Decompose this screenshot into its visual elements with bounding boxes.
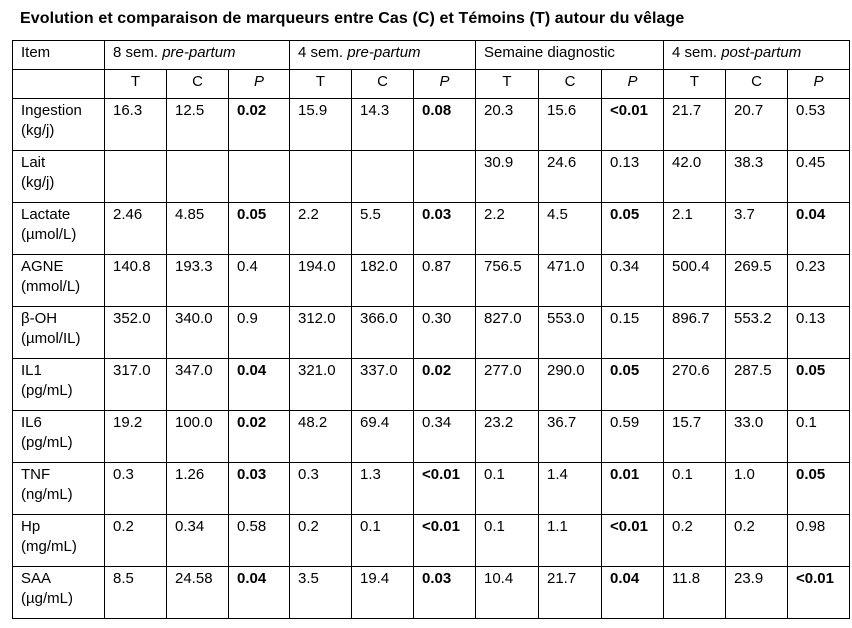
marker-name: AGNE: [21, 258, 64, 275]
cell-t-value: 0.1: [476, 463, 539, 515]
cell-c-value: 269.5: [726, 255, 788, 307]
cell-c-value: 12.5: [167, 99, 229, 151]
period-header-4w-post: 4 sem. post-partum: [664, 41, 850, 70]
cell-c-value: 1.1: [539, 515, 602, 567]
cell-t-value: 30.9: [476, 151, 539, 203]
cell-t-value: 270.6: [664, 359, 726, 411]
cell-t-value: 0.2: [664, 515, 726, 567]
cell-p-value: 0.9: [229, 307, 290, 359]
cell-p-value: 0.03: [229, 463, 290, 515]
subheader-c: C: [352, 70, 414, 99]
subheader-p: P: [229, 70, 290, 99]
row-label: [13, 463, 105, 515]
cell-p-value: 0.34: [602, 255, 664, 307]
marker-name: TNF: [21, 466, 51, 483]
cell-t-value: [290, 151, 352, 203]
marker-unit: (mg/mL): [21, 538, 77, 555]
cell-c-value: 4.85: [167, 203, 229, 255]
cell-p-value: 0.02: [414, 359, 476, 411]
cell-t-value: 0.2: [290, 515, 352, 567]
cell-c-value: 1.3: [352, 463, 414, 515]
marker-name: Ingestion: [21, 102, 82, 119]
cell-c-value: 21.7: [539, 567, 602, 619]
cell-p-value: 0.03: [414, 203, 476, 255]
cell-c-value: 24.6: [539, 151, 602, 203]
cell-t-value: 321.0: [290, 359, 352, 411]
cell-p-value: 0.98: [788, 515, 850, 567]
cell-c-value: 0.2: [726, 515, 788, 567]
cell-c-value: [167, 151, 229, 203]
cell-p-value: 0.04: [788, 203, 850, 255]
cell-p-value: 0.59: [602, 411, 664, 463]
cell-t-value: 2.2: [290, 203, 352, 255]
cell-t-value: 827.0: [476, 307, 539, 359]
item-header: Item: [13, 41, 105, 70]
row-label: [13, 515, 105, 567]
markers-table: [12, 40, 850, 619]
cell-p-value: 0.58: [229, 515, 290, 567]
subheader-row: [13, 70, 850, 99]
cell-p-value: <0.01: [414, 463, 476, 515]
marker-name: Hp: [21, 518, 41, 535]
cell-p-value: 0.05: [602, 359, 664, 411]
cell-p-value: 0.87: [414, 255, 476, 307]
cell-t-value: 2.46: [105, 203, 167, 255]
marker-unit: (µmol/IL): [21, 330, 81, 347]
marker-name: Lactate: [21, 206, 71, 223]
period-header-8w-pre: 8 sem. pre-partum: [105, 41, 290, 70]
cell-p-value: 0.02: [229, 411, 290, 463]
cell-p-value: 0.02: [229, 99, 290, 151]
marker-name: SAA: [21, 570, 52, 587]
cell-t-value: 11.8: [664, 567, 726, 619]
cell-t-value: 8.5: [105, 567, 167, 619]
cell-p-value: [414, 151, 476, 203]
cell-c-value: 366.0: [352, 307, 414, 359]
cell-p-value: 0.08: [414, 99, 476, 151]
cell-p-value: 0.05: [602, 203, 664, 255]
subheader-t: T: [476, 70, 539, 99]
cell-t-value: 48.2: [290, 411, 352, 463]
row-label: [13, 411, 105, 463]
marker-unit: (pg/mL): [21, 382, 73, 399]
cell-p-value: 0.04: [229, 359, 290, 411]
cell-c-value: 287.5: [726, 359, 788, 411]
subheader-p: P: [602, 70, 664, 99]
cell-c-value: 14.3: [352, 99, 414, 151]
cell-c-value: 36.7: [539, 411, 602, 463]
cell-t-value: 19.2: [105, 411, 167, 463]
cell-t-value: 140.8: [105, 255, 167, 307]
cell-c-value: 347.0: [167, 359, 229, 411]
cell-p-value: 0.53: [788, 99, 850, 151]
cell-t-value: 0.1: [476, 515, 539, 567]
cell-c-value: 38.3: [726, 151, 788, 203]
cell-c-value: 23.9: [726, 567, 788, 619]
cell-t-value: 20.3: [476, 99, 539, 151]
cell-c-value: 3.7: [726, 203, 788, 255]
row-label: [13, 359, 105, 411]
cell-p-value: 0.1: [788, 411, 850, 463]
cell-t-value: 194.0: [290, 255, 352, 307]
row-label: [13, 99, 105, 151]
cell-t-value: 896.7: [664, 307, 726, 359]
marker-unit: (kg/j): [21, 174, 55, 191]
cell-c-value: 553.2: [726, 307, 788, 359]
subheader-c: C: [539, 70, 602, 99]
cell-c-value: 4.5: [539, 203, 602, 255]
cell-t-value: 2.1: [664, 203, 726, 255]
cell-t-value: 23.2: [476, 411, 539, 463]
marker-unit: (ng/mL): [21, 486, 73, 503]
period-header-row: [13, 41, 850, 70]
table-row: [13, 411, 850, 463]
cell-c-value: 1.4: [539, 463, 602, 515]
marker-name: IL1: [21, 362, 42, 379]
table-row: [13, 567, 850, 619]
cell-p-value: 0.05: [788, 359, 850, 411]
cell-p-value: 0.04: [602, 567, 664, 619]
cell-c-value: 69.4: [352, 411, 414, 463]
cell-t-value: [105, 151, 167, 203]
subheader-p: P: [414, 70, 476, 99]
cell-t-value: 16.3: [105, 99, 167, 151]
cell-c-value: 15.6: [539, 99, 602, 151]
cell-c-value: 0.34: [167, 515, 229, 567]
cell-c-value: 19.4: [352, 567, 414, 619]
table-row: [13, 255, 850, 307]
cell-c-value: 1.26: [167, 463, 229, 515]
table-row: [13, 463, 850, 515]
cell-c-value: 0.1: [352, 515, 414, 567]
row-label: [13, 255, 105, 307]
cell-p-value: 0.45: [788, 151, 850, 203]
cell-c-value: 1.0: [726, 463, 788, 515]
cell-c-value: 182.0: [352, 255, 414, 307]
marker-unit: (pg/mL): [21, 434, 73, 451]
marker-unit: (kg/j): [21, 122, 55, 139]
cell-t-value: 277.0: [476, 359, 539, 411]
cell-p-value: 0.01: [602, 463, 664, 515]
cell-p-value: <0.01: [788, 567, 850, 619]
cell-p-value: 0.4: [229, 255, 290, 307]
cell-c-value: 5.5: [352, 203, 414, 255]
subheader-empty: [13, 70, 105, 99]
marker-unit: (µmol/L): [21, 226, 77, 243]
marker-name: Lait: [21, 154, 46, 171]
table-row: [13, 359, 850, 411]
table-row: [13, 151, 850, 203]
cell-c-value: 553.0: [539, 307, 602, 359]
marker-unit: (µg/mL): [21, 590, 73, 607]
cell-p-value: 0.30: [414, 307, 476, 359]
subheader-c: C: [726, 70, 788, 99]
marker-name: IL6: [21, 414, 42, 431]
cell-t-value: 42.0: [664, 151, 726, 203]
cell-p-value: 0.05: [788, 463, 850, 515]
cell-p-value: 0.15: [602, 307, 664, 359]
row-label: [13, 151, 105, 203]
cell-t-value: 0.3: [105, 463, 167, 515]
cell-c-value: 24.58: [167, 567, 229, 619]
cell-p-value: 0.13: [602, 151, 664, 203]
cell-c-value: 193.3: [167, 255, 229, 307]
cell-c-value: [352, 151, 414, 203]
subheader-t: T: [290, 70, 352, 99]
table-row: [13, 515, 850, 567]
cell-c-value: 33.0: [726, 411, 788, 463]
cell-p-value: <0.01: [602, 515, 664, 567]
cell-p-value: 0.05: [229, 203, 290, 255]
table-row: [13, 99, 850, 151]
cell-p-value: [229, 151, 290, 203]
cell-t-value: 317.0: [105, 359, 167, 411]
cell-p-value: 0.03: [414, 567, 476, 619]
table-row: [13, 307, 850, 359]
cell-c-value: 471.0: [539, 255, 602, 307]
cell-c-value: 337.0: [352, 359, 414, 411]
period-header-4w-pre: 4 sem. pre-partum: [290, 41, 476, 70]
cell-t-value: 756.5: [476, 255, 539, 307]
cell-c-value: 340.0: [167, 307, 229, 359]
cell-t-value: 352.0: [105, 307, 167, 359]
subheader-p: P: [788, 70, 850, 99]
cell-p-value: 0.04: [229, 567, 290, 619]
marker-unit: (mmol/L): [21, 278, 81, 295]
cell-t-value: 3.5: [290, 567, 352, 619]
cell-t-value: 10.4: [476, 567, 539, 619]
cell-c-value: 100.0: [167, 411, 229, 463]
subheader-t: T: [105, 70, 167, 99]
cell-c-value: 20.7: [726, 99, 788, 151]
cell-p-value: 0.23: [788, 255, 850, 307]
cell-t-value: 15.9: [290, 99, 352, 151]
cell-t-value: 15.7: [664, 411, 726, 463]
cell-t-value: 2.2: [476, 203, 539, 255]
cell-c-value: 290.0: [539, 359, 602, 411]
cell-t-value: 21.7: [664, 99, 726, 151]
row-label: [13, 307, 105, 359]
cell-t-value: 0.2: [105, 515, 167, 567]
table-row: [13, 203, 850, 255]
marker-name: β-OH: [21, 310, 58, 327]
cell-t-value: 500.4: [664, 255, 726, 307]
cell-p-value: <0.01: [414, 515, 476, 567]
cell-t-value: 0.3: [290, 463, 352, 515]
subheader-t: T: [664, 70, 726, 99]
row-label: [13, 567, 105, 619]
cell-p-value: 0.13: [788, 307, 850, 359]
cell-p-value: 0.34: [414, 411, 476, 463]
cell-p-value: <0.01: [602, 99, 664, 151]
cell-t-value: 312.0: [290, 307, 352, 359]
subheader-c: C: [167, 70, 229, 99]
period-header-diagnostic-week: Semaine diagnostic: [476, 41, 664, 70]
row-label: [13, 203, 105, 255]
cell-t-value: 0.1: [664, 463, 726, 515]
table-title: Evolution et comparaison de marqueurs entre Cas (C) et Témoins (T) autour du vêlage: [20, 10, 685, 27]
